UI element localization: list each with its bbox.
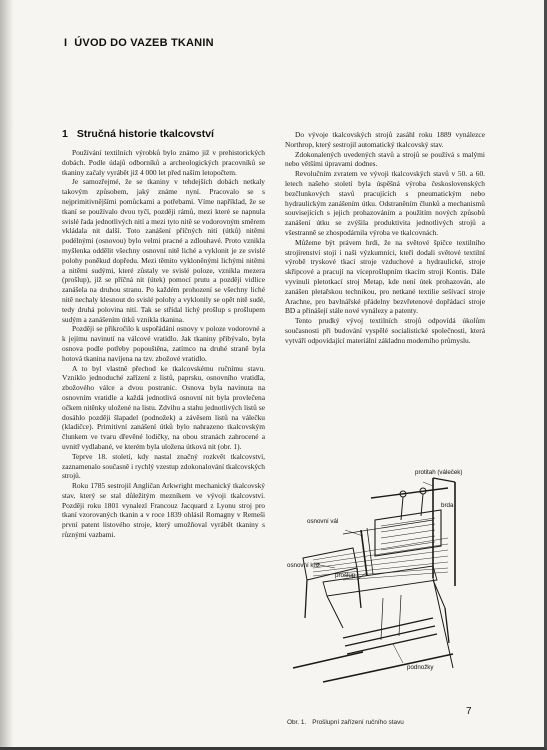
page-number: 7 <box>466 706 472 717</box>
paragraph: Teprve 18. století, kdy nastal značný rozkvět tkalcovství, zaznamenalo současně i rychlý vzestup zdokonalování tkalcovských strojů. <box>62 451 265 481</box>
paragraph: Později se přikročilo k uspořádání osnovy v poloze vodorovné a k jejímu navinutí na válcové vratidlo. Jak tkaniny přibývalo, byla osnova podle potřeby popouštěna, zatímco na druhé straně byla hotová tkanina navíjena na tzv. zbožové vratidlo. <box>62 324 265 363</box>
section-number: 1 <box>62 128 68 140</box>
paragraph: Je samozřejmé, že se tkaniny v tehdejších dobách netkaly takovým způsobem, jaký známe nyní. Pracovalo se s nejprimitivnějšími pomůckami a potřebami. Víme například, že se tkaní se používalo dvou tyčí, později rámů, mezi které se napnula svislé řada jednotlivých nití a mezi tyto nitě se vodorovným směrem vkládala nit další. Toto zanášení příčných nití (útků) nitěmi podélnými (osnovou) bylo velmi pracné a zdlouhavé. Proto vznikla myšlenka oddělit všechny osnovní nitě liché a vyklonit je ze svislé polohy poněkud dopředu. Mezi těmito vykloněnými lichými nitěmi a nitěmi sudými, které zůstaly ve svislé poloze, vznikla mezera (prošlup), jíž se příčná nit (útek) pomocí prutu a později vidlice zanášela na druhou stranu. Po každém prohození se všechny liché nitě nechaly klesnout do svislé polohy a vyklonily se opět nitě sudé, tedy druhá polovina nití. Tak se střídal lichý prošlup s prošlupem sudým a zanášením útků vznikla tkanina. <box>62 177 265 324</box>
loom-drawing <box>283 468 488 696</box>
paragraph: Roku 1785 sestrojil Angličan Arkwright mechanický tkalcovský stav, který se stal důležitým mezníkem ve vývoji tkalcovství. Později roku 1801 vynalezl Francouz Jacquard z Lyonu stroj pro tkaní vzorovaných tkanin a v roce 1839 ohlásil Romagny v Remeši první patent listového stroje, který umožňoval vyrábět tkaniny s různými vazbami. <box>62 481 265 540</box>
figure-caption-text: Prošlupní zařízení ručního stavu <box>312 719 404 726</box>
paragraph: Používání textilních výrobků bylo známo již v prehistorických dobách. Podle údajů odborníků a archeologických pracovníků se tkaniny začaly vyrábět již 4 000 let před naším letopočtem. <box>62 148 265 177</box>
figure-caption <box>287 719 404 726</box>
chapter-heading <box>64 37 214 49</box>
left-text-column <box>62 148 265 540</box>
label-brda: brda <box>441 502 454 509</box>
paragraph: Zdokonalených uvedených stavů a strojů se používá s malými nebo většími úpravami dodnes. <box>285 149 485 169</box>
binding-shadow <box>0 0 14 747</box>
section-title: Stručná historie tkalcovství <box>76 128 214 140</box>
paragraph: Můžeme být právem hrdi, že na světové špičce textilního strojírenství stojí i naši výzkumníci, kteří dodali světové textilní výrobě tryskové tkací stroje vzduchové a hydraulické, stroje skřipcové a pracují na víceprošlupním tkacím stroji Kontis. Dále vyvinuli pletotkací stroj Metap, kde není útek prohazován, ale zanášen pletařskou technikou, pro netkané textilie sešívací stroje Arachne, pro bavlnářské přádelny bezvřetenové dopřádací stroje BD a přinášejí stále nové vynálezy a patenty. <box>285 237 485 316</box>
right-text-column <box>285 130 485 346</box>
section-heading <box>62 128 214 140</box>
label-osnovni-kriz: osnovní křiž <box>287 562 321 569</box>
label-protitah: protitah (váleček) <box>415 469 463 476</box>
figure-caption-label: Obr. 1. <box>287 719 307 726</box>
chapter-number: I <box>64 37 68 49</box>
label-podnozky: podnožky <box>407 664 434 671</box>
paragraph: A to byl vlastně přechod ke tkalcovskému ručnímu stavu. Vzniklo jednoduché zařízení z listů, paprsku, osnovního vratidla, zbožového válce a dvou postranic. Osnova byla navinuta na osnovním vratidle a každá jednotlivá osnovní nit byla provlečena očkem nitěnky uložené na listu. Zdvihu a stahu jednotlivých listů se dosáhlo později šlapadel (podnožek) a závěsem listů na válečku (kladičce). Primitivní zanášení útků bylo nahrazeno tkalcovským člunkem ve tvaru dřevěné lodičky, na obou stranách zahrocené a uvnitř vydlabané, ve kterém byla uložena útková nit (obr. 1). <box>62 363 265 451</box>
paragraph: Tento prudký vývoj textilních strojů odpovídá úkolům současnosti při budování vyspělé socialistické společnosti, která vytváří odpovídající materiální základnu moderního průmyslu. <box>285 316 485 345</box>
label-osnovni-val: osnovní vál <box>307 518 339 525</box>
loom-figure <box>283 468 488 696</box>
chapter-title: ÚVOD DO VAZEB TKANIN <box>74 37 214 49</box>
paragraph: Do vývoje tkalcovských strojů zasáhl roku 1889 vynálezce Northrop, který sestrojil automatický tkalcovský stav. <box>285 130 485 149</box>
paragraph: Revolučním zvratem ve vývoji tkalcovských stavů v 50. a 60. letech našeho století byla úspěšná výroba československých bezčlunkových stavů pracujících s pneumatickým nebo hydraulickým zanášením útku. Odstraněním člunků a mechanismů souvisejících s jejich prohazováním a použitím nových způsobů zanášení útku se zvýšila produktivita jednotlivých strojů a všestranně se zhospodárnila výroba ve tkalcovnách. <box>285 169 485 237</box>
label-proslup: prošlup <box>335 572 356 579</box>
